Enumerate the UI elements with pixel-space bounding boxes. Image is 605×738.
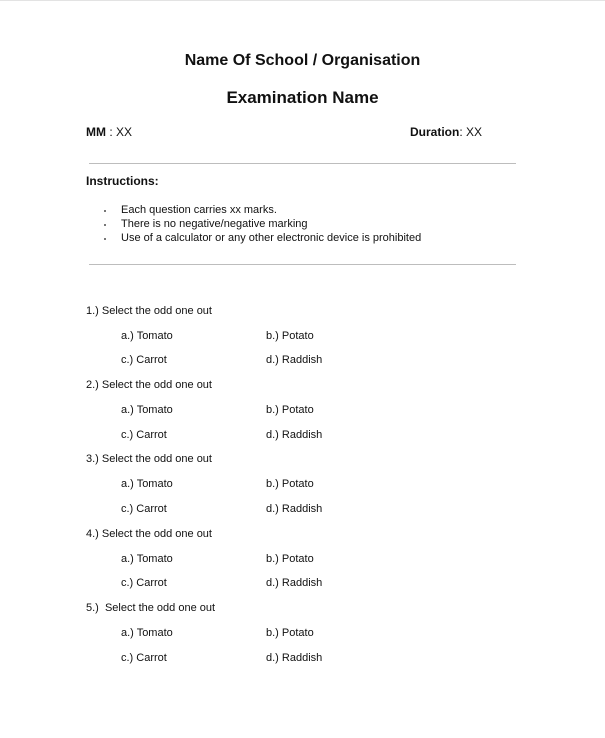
bullet-icon	[104, 210, 106, 212]
q5-option-c: c.) Carrot	[121, 652, 167, 664]
max-marks-value: XX	[116, 125, 133, 139]
q1-option-c: c.) Carrot	[121, 354, 167, 366]
question-1: 1.) Select the odd one out	[86, 305, 212, 317]
q2-option-d: d.) Raddish	[266, 429, 323, 441]
q1-option-b: b.) Potato	[266, 330, 314, 342]
q4-option-b: b.) Potato	[266, 553, 314, 565]
instruction-text: Each question carries xx marks.	[121, 204, 277, 216]
instruction-text: Use of a calculator or any other electronic device is prohibited	[121, 232, 422, 244]
duration	[410, 125, 482, 139]
q5-option-d: d.) Raddish	[266, 652, 323, 664]
question-5: 5.) Select the odd one out	[86, 602, 216, 614]
divider-top	[89, 163, 516, 164]
q3-option-d: d.) Raddish	[266, 503, 323, 515]
bullet-icon	[104, 224, 106, 226]
instruction-item	[104, 231, 421, 245]
q1-option-a: a.) Tomato	[121, 330, 173, 342]
q5-option-b: b.) Potato	[266, 627, 314, 639]
instruction-item	[104, 217, 421, 231]
page-top-border	[0, 0, 605, 1]
exam-name: Examination Name	[226, 88, 379, 107]
instructions-list	[104, 203, 421, 245]
q1-option-d: d.) Raddish	[266, 354, 323, 366]
instruction-item	[104, 203, 421, 217]
q2-option-c: c.) Carrot	[121, 429, 167, 441]
q2-option-b: b.) Potato	[266, 404, 314, 416]
instructions-title: Instructions:	[86, 174, 159, 188]
duration-separator: :	[459, 125, 467, 139]
question-2: 2.) Select the odd one out	[86, 379, 212, 391]
q4-option-c: c.) Carrot	[121, 577, 167, 589]
q3-option-c: c.) Carrot	[121, 503, 167, 515]
q4-option-d: d.) Raddish	[266, 577, 323, 589]
max-marks	[86, 125, 132, 139]
divider-bottom	[89, 264, 516, 265]
q2-option-a: a.) Tomato	[121, 404, 173, 416]
q5-option-a: a.) Tomato	[121, 627, 173, 639]
question-3: 3.) Select the odd one out	[86, 453, 212, 465]
q4-option-a: a.) Tomato	[121, 553, 173, 565]
duration-value: XX	[466, 125, 483, 139]
question-4: 4.) Select the odd one out	[86, 528, 212, 540]
max-marks-separator: :	[106, 125, 117, 139]
school-name: Name Of School / Organisation	[184, 52, 421, 69]
q3-option-b: b.) Potato	[266, 478, 314, 490]
instruction-text: There is no negative/negative marking	[121, 218, 308, 230]
max-marks-label: MM	[86, 125, 106, 139]
q3-option-a: a.) Tomato	[121, 478, 173, 490]
duration-label: Duration	[410, 125, 460, 139]
bullet-icon	[104, 238, 106, 240]
